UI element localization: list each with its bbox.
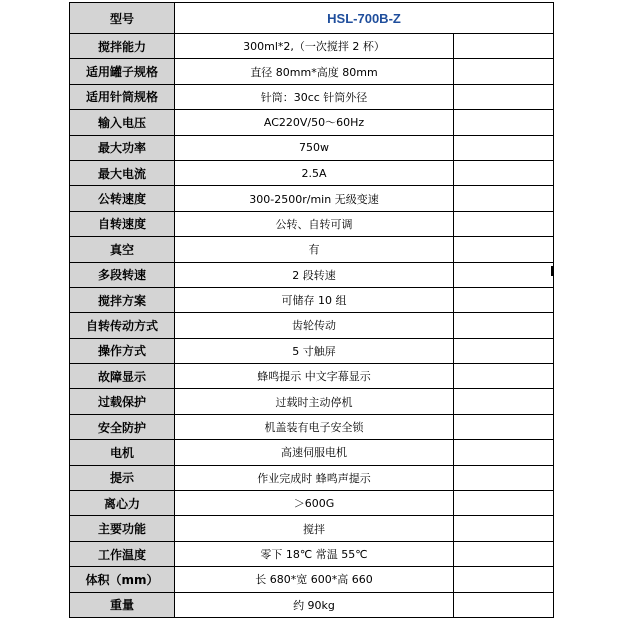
table-row bbox=[70, 237, 554, 262]
empty-cell bbox=[454, 592, 554, 617]
empty-cell bbox=[454, 541, 554, 566]
row-value: 高速伺服电机 bbox=[175, 440, 454, 465]
row-value: 零下 18℃ 常温 55℃ bbox=[175, 541, 454, 566]
row-label: 操作方式 bbox=[70, 338, 175, 363]
table-row bbox=[70, 211, 554, 236]
row-value: 有 bbox=[175, 237, 454, 262]
empty-cell bbox=[454, 59, 554, 84]
row-label: 提示 bbox=[70, 465, 175, 490]
row-value: 长 680*宽 600*高 660 bbox=[175, 567, 454, 592]
empty-cell bbox=[454, 313, 554, 338]
row-value: 过载时主动停机 bbox=[175, 389, 454, 414]
header-row bbox=[70, 3, 554, 34]
edge-marker bbox=[551, 266, 554, 276]
row-label: 最大电流 bbox=[70, 160, 175, 185]
row-value: 可储存 10 组 bbox=[175, 287, 454, 312]
empty-cell bbox=[454, 389, 554, 414]
empty-cell bbox=[454, 135, 554, 160]
row-label: 电机 bbox=[70, 440, 175, 465]
model-value: HSL-700B-Z bbox=[175, 3, 554, 34]
row-value: 2.5A bbox=[175, 160, 454, 185]
row-label: 搅拌方案 bbox=[70, 287, 175, 312]
table-row bbox=[70, 287, 554, 312]
table-row bbox=[70, 440, 554, 465]
table-row bbox=[70, 110, 554, 135]
table-row bbox=[70, 541, 554, 566]
row-value: 300-2500r/min 无级变速 bbox=[175, 186, 454, 211]
table-row bbox=[70, 338, 554, 363]
row-value: 作业完成时 蜂鸣声提示 bbox=[175, 465, 454, 490]
row-value: 5 寸触屏 bbox=[175, 338, 454, 363]
table-row bbox=[70, 186, 554, 211]
row-label: 输入电压 bbox=[70, 110, 175, 135]
table-row bbox=[70, 34, 554, 59]
row-label: 最大功率 bbox=[70, 135, 175, 160]
row-label: 过载保护 bbox=[70, 389, 175, 414]
table-row bbox=[70, 414, 554, 439]
empty-cell bbox=[454, 160, 554, 185]
row-label: 适用针筒规格 bbox=[70, 84, 175, 109]
empty-cell bbox=[454, 440, 554, 465]
table-row bbox=[70, 592, 554, 617]
row-value: 2 段转速 bbox=[175, 262, 454, 287]
empty-cell bbox=[454, 34, 554, 59]
row-label: 公转速度 bbox=[70, 186, 175, 211]
table-row bbox=[70, 59, 554, 84]
row-label: 真空 bbox=[70, 237, 175, 262]
empty-cell bbox=[454, 338, 554, 363]
table-row bbox=[70, 313, 554, 338]
row-value: 300ml*2,（一次搅拌 2 杯） bbox=[175, 34, 454, 59]
table-row bbox=[70, 491, 554, 516]
row-label: 自转传动方式 bbox=[70, 313, 175, 338]
row-value: 机盖装有电子安全锁 bbox=[175, 414, 454, 439]
row-value: 750w bbox=[175, 135, 454, 160]
table-row bbox=[70, 567, 554, 592]
row-value: 公转、自转可调 bbox=[175, 211, 454, 236]
empty-cell bbox=[454, 465, 554, 490]
spec-table bbox=[69, 2, 554, 618]
empty-cell bbox=[454, 84, 554, 109]
row-label: 自转速度 bbox=[70, 211, 175, 236]
empty-cell bbox=[454, 262, 554, 287]
row-label: 安全防护 bbox=[70, 414, 175, 439]
empty-cell bbox=[454, 110, 554, 135]
row-value: AC220V/50～60Hz bbox=[175, 110, 454, 135]
empty-cell bbox=[454, 516, 554, 541]
row-value: ＞600G bbox=[175, 491, 454, 516]
row-value: 直径 80mm*高度 80mm bbox=[175, 59, 454, 84]
row-value: 约 90kg bbox=[175, 592, 454, 617]
empty-cell bbox=[454, 414, 554, 439]
row-label: 重量 bbox=[70, 592, 175, 617]
table-row bbox=[70, 84, 554, 109]
table-row bbox=[70, 516, 554, 541]
empty-cell bbox=[454, 237, 554, 262]
row-label: 适用罐子规格 bbox=[70, 59, 175, 84]
table-row bbox=[70, 465, 554, 490]
table-row bbox=[70, 160, 554, 185]
row-value: 蜂鸣提示 中文字幕显示 bbox=[175, 364, 454, 389]
row-value: 搅拌 bbox=[175, 516, 454, 541]
empty-cell bbox=[454, 287, 554, 312]
empty-cell bbox=[454, 211, 554, 236]
table-row bbox=[70, 135, 554, 160]
table-row bbox=[70, 389, 554, 414]
empty-cell bbox=[454, 364, 554, 389]
row-label: 离心力 bbox=[70, 491, 175, 516]
row-value: 针筒：30cc 针筒外径 bbox=[175, 84, 454, 109]
model-label: 型号 bbox=[70, 3, 175, 34]
table-row bbox=[70, 364, 554, 389]
row-label: 体积（mm） bbox=[70, 567, 175, 592]
empty-cell bbox=[454, 491, 554, 516]
empty-cell bbox=[454, 186, 554, 211]
row-label: 搅拌能力 bbox=[70, 34, 175, 59]
table-row bbox=[70, 262, 554, 287]
empty-cell bbox=[454, 567, 554, 592]
row-label: 故障显示 bbox=[70, 364, 175, 389]
row-label: 多段转速 bbox=[70, 262, 175, 287]
row-label: 工作温度 bbox=[70, 541, 175, 566]
row-value: 齿轮传动 bbox=[175, 313, 454, 338]
row-label: 主要功能 bbox=[70, 516, 175, 541]
